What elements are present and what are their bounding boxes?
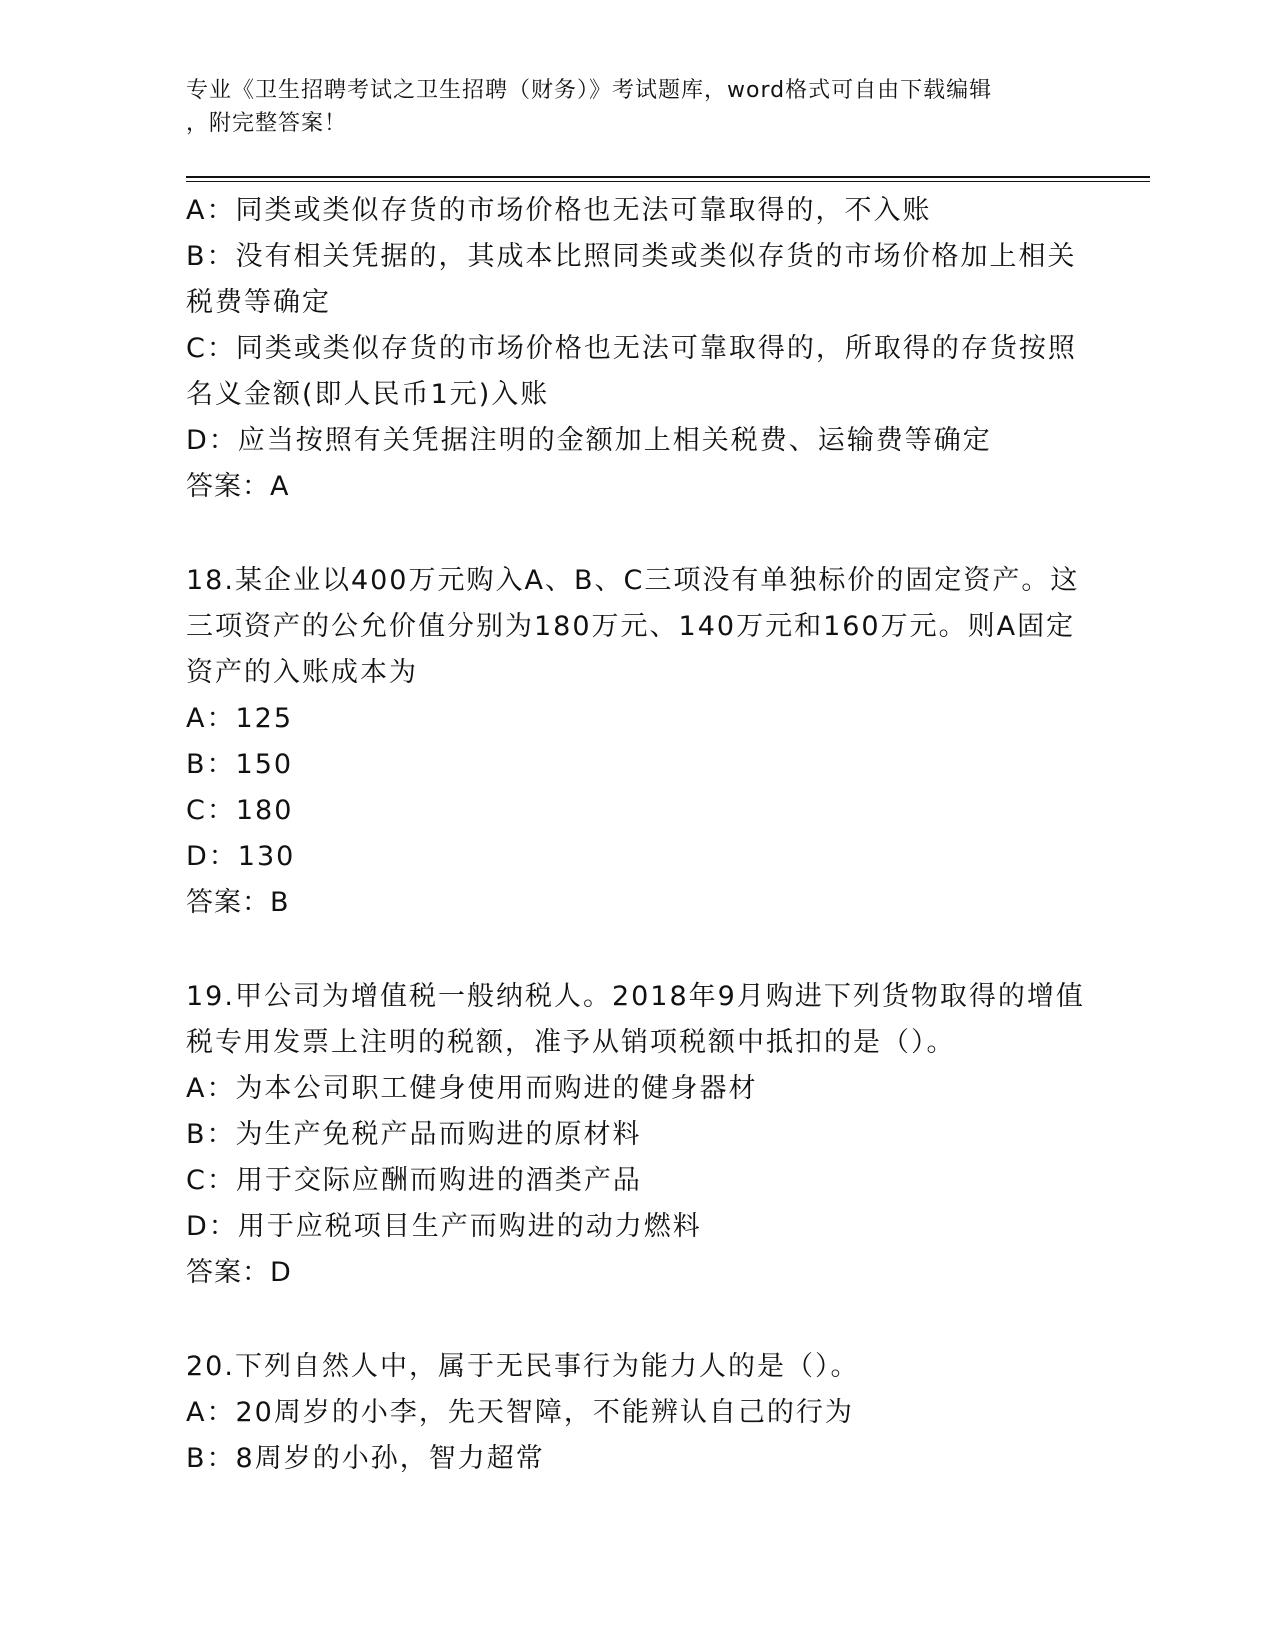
question-17-continued [186, 188, 1086, 510]
option-line: D：应当按照有关凭据注明的金额加上相关税费、运输费等确定 [186, 425, 992, 456]
option-line: C：180 [186, 795, 294, 826]
question-stem-line: 税专用发票上注明的税额，准予从销项税额中抵扣的是（）。 [186, 1027, 956, 1058]
header-line-2: ，附完整答案！ [186, 111, 348, 136]
question-stem-line: 19.甲公司为增值税一般纳税人。2018年9月购进下列货物取得的增值 [186, 981, 1085, 1012]
option-line: C：用于交际应酬而购进的酒类产品 [186, 1165, 642, 1196]
option-line: B：为生产免税产品而购进的原材料 [186, 1119, 642, 1150]
question-stem-line: 20.下列自然人中，属于无民事行为能力人的是（）。 [186, 1351, 860, 1382]
answer-label: 答案：B [186, 887, 290, 918]
option-line: B：没有相关凭据的，其成本比照同类或类似存货的市场价格加上相关 [186, 241, 1077, 272]
option-line: A：125 [186, 703, 294, 734]
header-line-1: 专业《卫生招聘考试之卫生招聘（财务）》考试题库，word格式可自由下载编辑 [186, 78, 993, 103]
option-line: 名义金额(即人民币1元)入账 [186, 379, 550, 410]
option-line: A：为本公司职工健身使用而购进的健身器材 [186, 1073, 758, 1104]
question-19 [186, 974, 1086, 1296]
option-line: A：20周岁的小李，先天智障，不能辨认自己的行为 [186, 1397, 854, 1428]
question-stem-line: 资产的入账成本为 [186, 657, 418, 688]
question-stem-line: 18.某企业以400万元购入A、B、C三项没有单独标价的固定资产。这 [186, 565, 1080, 596]
answer-label: 答案：D [186, 1257, 292, 1288]
question-20 [186, 1344, 1086, 1482]
option-line: 税费等确定 [186, 287, 331, 318]
question-18 [186, 558, 1086, 926]
option-line: C：同类或类似存货的市场价格也无法可靠取得的，所取得的存货按照 [186, 333, 1077, 364]
question-stem-line: 三项资产的公允价值分别为180万元、140万元和160万元。则A固定 [186, 611, 1076, 642]
option-line: D：130 [186, 841, 296, 872]
document-header [186, 74, 1066, 140]
option-line: D：用于应税项目生产而购进的动力燃料 [186, 1211, 702, 1242]
option-line: B：8周岁的小孙，智力超常 [186, 1443, 545, 1474]
answer-label: 答案：A [186, 471, 290, 502]
header-divider [186, 176, 1150, 182]
document-body [186, 188, 1086, 1482]
option-line: A：同类或类似存货的市场价格也无法可靠取得的，不入账 [186, 195, 932, 226]
option-line: B：150 [186, 749, 294, 780]
